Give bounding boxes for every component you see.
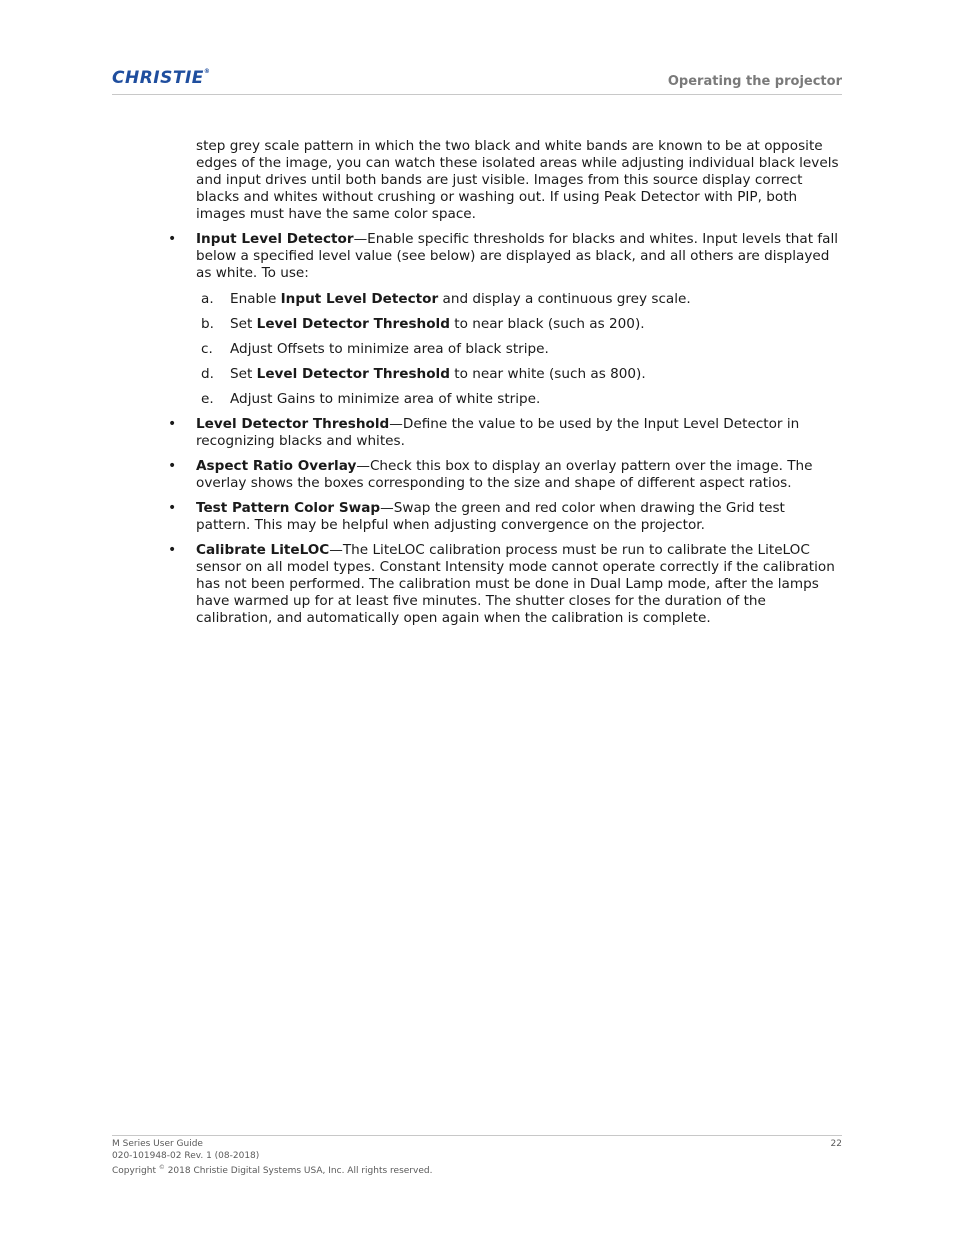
step-item: d. Set Level Detector Threshold to near white (such as 800). — [201, 366, 646, 382]
page-header — [112, 66, 842, 95]
christie-logo: CHRISTIE® — [112, 68, 211, 88]
settings-list — [196, 231, 842, 627]
section-title: Operating the projector — [667, 74, 842, 89]
step-item: a. Enable Input Level Detector and display a continuous grey scale. — [201, 291, 691, 307]
term: Test Pattern Color Swap — [196, 500, 381, 516]
description: —Enable specific thresholds for blacks and whites. Input levels that fall below a specified level value (see below) are displayed as black, and all others are displayed as white. To use: — [196, 231, 839, 281]
page-number: 22 — [830, 1139, 842, 1149]
page-footer — [112, 1135, 842, 1178]
list-item-input-level-detector — [196, 231, 842, 408]
step-item: b. Set Level Detector Threshold to near black (such as 200). — [201, 316, 645, 332]
doc-number: 020-101948-02 Rev. 1 (08-2018) — [112, 1150, 260, 1161]
description: —Swap the green and red color when drawing the Grid test pattern. This may be helpful when adjusting convergence on the projector. — [196, 500, 785, 533]
list-item-calibrate-liteloc — [196, 542, 842, 627]
term: Level Detector Threshold — [196, 416, 390, 432]
copyright: Copyright © 2018 Christie Digital Systems USA, Inc. All rights reserved. — [112, 1164, 433, 1176]
steps-list — [196, 291, 842, 408]
doc-title: M Series User Guide — [112, 1139, 203, 1149]
description: —The LiteLOC calibration process must be run to calibrate the LiteLOC sensor on all model types. Constant Intensity mode cannot operate correctly if the calibration has not been performed. The calibration must be done in Dual Lamp mode, after the lamps have warmed up for at least five minutes. The shutter closes for the duration of the calibration, and automatically open again when the calibration is complete. — [196, 542, 835, 626]
description: —Check this box to display an overlay pattern over the image. The overlay shows the boxes corresponding to the size and shape of different aspect ratios. — [196, 458, 813, 491]
term: Calibrate LiteLOC — [196, 542, 330, 558]
term: Aspect Ratio Overlay — [196, 458, 357, 474]
step-item: c. Adjust Offsets to minimize area of black stripe. — [201, 341, 549, 357]
description: —Define the value to be used by the Input Level Detector in recognizing blacks and whites. — [196, 416, 800, 449]
list-item-level-detector-threshold — [196, 416, 842, 450]
list-item-aspect-ratio-overlay — [196, 458, 842, 492]
main-content — [196, 138, 842, 635]
term: Input Level Detector — [196, 231, 354, 247]
step-item: e. Adjust Gains to minimize area of white stripe. — [201, 391, 541, 407]
list-item-test-pattern-color-swap — [196, 500, 842, 534]
intro-paragraph: step grey scale pattern in which the two black and white bands are known to be at opposite edges of the image, you can watch these isolated areas while adjusting individual black levels and input drives until both bands are just visible. Images from this source display correct blacks and whites without crushing or washing out. If using Peak Detector with PIP, both images must have the same color space. — [196, 138, 839, 222]
